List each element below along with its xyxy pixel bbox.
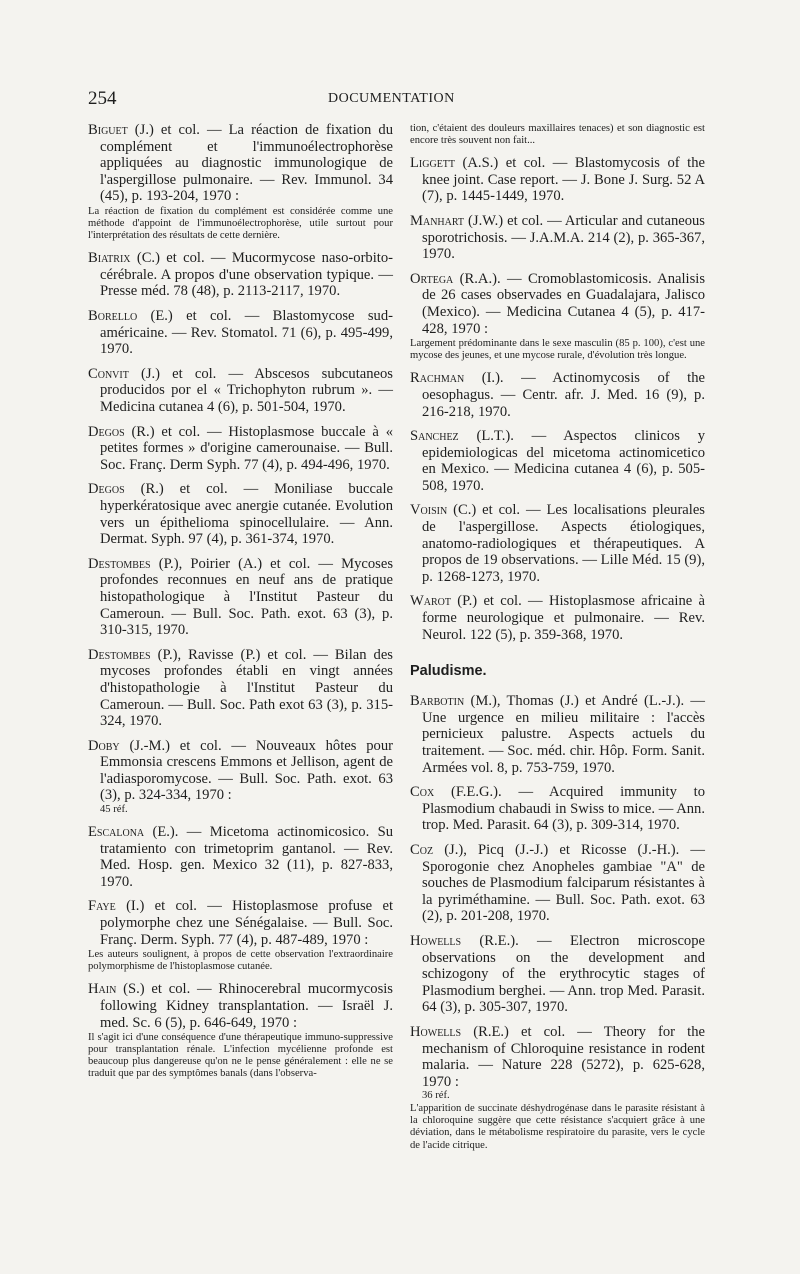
bibliography-entry — [88, 898, 393, 973]
section-heading: Paludisme. — [410, 663, 487, 680]
entry-author: Rachman — [410, 370, 465, 387]
page-number: 254 — [88, 88, 117, 109]
entry-note: Il s'agit ici d'une conséquence d'une thérapeutique immuno-suppressive pour transplantation rénale. L'infection mycélienne profonde est beaucoup plus dangereuse qu'on ne le pense généralement : elle ne se traduit que par des symptômes banals (dans l'observa- — [88, 1032, 393, 1080]
entry-reference: (A.S.) et col. — Blastomycosis of the knee joint. Case report. — J. Bone J. Surg. 52 A (7), p. 1445-1449, 1970. — [422, 155, 705, 205]
bibliography-entry — [410, 693, 705, 776]
entry-reference: (J.) et col. — Abscesos subcutaneos producidos por el « Trichophyton rubrum ». — Medicina cutanea 4 (6), p. 501-504, 1970. — [100, 365, 393, 415]
entry-author: Voisin — [410, 502, 448, 519]
bibliography-entry — [410, 370, 705, 420]
entry-reference: (J.W.) et col. — Articular and cutaneous sporotrichosis. — J.A.M.A. 214 (2), p. 365-367, 1970. — [422, 212, 705, 263]
bibliography-entry — [88, 424, 393, 474]
entry-reference: (M.), Thomas (J.) et André (L.-J.). — Une urgence en milieu militaire : l'accès pernicieux palustre. Aspects actuels du traitement. — Soc. méd. chir. Hôp. Form. Sanit. Armées vol. 8, p. 753-759, 1970. — [422, 693, 705, 776]
entry-reference: (E.) et col. — Blastomycose sud-américaine. — Rev. Stomatol. 71 (6), p. 495-499, 1970. — [100, 308, 393, 358]
entry-citation — [88, 424, 393, 474]
entry-author: Barbotin — [410, 693, 465, 710]
entry-reference: (F.E.G.). — Acquired immunity to Plasmodium chabaudi in Swiss to mice. — Ann. trop. Med. Parasit. 64 (3), p. 309-314, 1970. — [422, 784, 705, 834]
bibliography-entry — [410, 502, 705, 585]
page-header — [88, 88, 780, 112]
entry-author: Hain — [88, 981, 117, 998]
entry-reference: (R.A.). — Cromoblastomicosis. Analisis de 26 cases observades en Guadalajara, Jalisco (Mexico). — Medicina Cutanea 4 (5), p. 417-428, 1970 : — [422, 270, 705, 337]
entry-citation — [410, 593, 705, 643]
entry-citation — [88, 122, 393, 205]
bibliography-entry — [410, 784, 705, 834]
entry-citation — [88, 981, 393, 1031]
entry-citation — [410, 213, 705, 263]
entry-citation — [410, 271, 705, 337]
entry-author: Escalona — [88, 824, 145, 841]
entry-citation — [88, 481, 393, 547]
bibliography-entry — [410, 428, 705, 494]
bibliography-entry — [88, 122, 393, 242]
entry-reference: (L.T.). — Aspectos clinicos y epidemiologicas del micetoma actinomicetico en Mexico. — Medicina cutanea 4 (6), p. 505-508, 1970. — [422, 428, 705, 494]
entry-note: Largement prédominante dans le sexe masculin (85 p. 100), c'est une mycose des jeunes, et une mycose rurale, d'évolution très longue. — [410, 338, 705, 362]
entry-reference: (R.E.) et col. — Theory for the mechanism of Chloroquine resistance in rodent malaria. — Nature 228 (5272), p. 625-628, 1970 : — [422, 1023, 705, 1090]
bibliography-entry — [410, 271, 705, 363]
entry-author: Faye — [88, 898, 116, 915]
entry-author: Destombes — [88, 555, 151, 572]
entry-citation — [410, 370, 705, 420]
entry-reference: (S.) et col. — Rhinocerebral mucormycosis following Kidney transplantation. — Israël J. med. Sc. 6 (5), p. 646-649, 1970 : — [100, 981, 393, 1031]
bibliography-entry — [410, 155, 705, 205]
bibliography-entry — [410, 1024, 705, 1152]
entry-citation — [88, 308, 393, 358]
entry-reference: (J.), Picq (J.-J.) et Ricosse (J.-H.). — Sporogonie chez Anopheles gambiae "A" de souches de Plasmodium falciparum résistantes à la pyriméthamine. — Bull. Soc. Path. exot. 63 (2), p. 201-208, 1970. — [422, 841, 705, 925]
bibliography-entry — [88, 556, 393, 639]
entry-citation — [410, 693, 705, 776]
entry-reference: (J.) et col. — La réaction de fixation du complément et l'immunoélectrophorèse appliquées au diagnostic immunologique de l'aspergillose pulmonaire. — Rev. Immunol. 34 (45), p. 193-204, 1970 : — [100, 122, 393, 205]
entry-citation — [410, 842, 705, 925]
entry-citation — [88, 738, 393, 804]
entry-citation — [88, 824, 393, 890]
entry-citation — [410, 155, 705, 205]
entry-reference: (P.) et col. — Histoplasmose africaine à forme neurologique et pulmonaire. — Rev. Neurol. 122 (5), p. 359-368, 1970. — [422, 593, 705, 643]
entry-reference-count: 36 réf. — [422, 1090, 450, 1102]
entry-author: Doby — [88, 737, 120, 754]
entry-author: Borello — [88, 308, 138, 325]
entry-citation — [410, 784, 705, 834]
entry-citation — [88, 898, 393, 948]
entry-reference: (C.) et col. — Mucormycose naso-orbito-cérébrale. A propos d'une observation typique. — Presse méd. 78 (48), p. 2113-2117, 1970. — [100, 250, 393, 300]
entry-citation — [410, 1024, 705, 1090]
bibliography-entry — [88, 824, 393, 890]
bibliography-entry — [88, 308, 393, 358]
entry-reference: (R.E.). — Electron microscope observations on the development and schizogony of the erythrocytic stages of Plasmodium berghei. — Ann. trop Med. Parasit. 64 (3), p. 305-307, 1970. — [422, 932, 705, 1016]
entry-author: Cox — [410, 784, 435, 801]
bibliography-entry — [88, 250, 393, 300]
entry-author: Howells — [410, 932, 462, 949]
entry-author: Warot — [410, 593, 451, 610]
entry-author: Biatrix — [88, 250, 131, 267]
entry-author: Manhart — [410, 212, 465, 229]
entry-note: La réaction de fixation du complément est considérée comme une méthode d'appoint de l'immunoélectrophorèse, utile surtout pour l'interprétation des résultats de cette dernière. — [88, 205, 393, 242]
entry-author: Destombes — [88, 646, 151, 663]
entry-author: Coz — [410, 841, 434, 858]
bibliography-entry — [88, 647, 393, 730]
entry-reference: (J.-M.) et col. — Nouveaux hôtes pour Emmonsia crescens Emmons et Jellison, agent de l'adiasporomycose. — Bull. Soc. Path. exot. 63 (3), p. 324-334, 1970 : — [100, 737, 393, 804]
entry-reference: (E.). — Micetoma actinomicosico. Su tratamiento con trimetoprim gantanol. — Rev. Med. Hosp. gen. Mexico 32 (11), p. 827-833, 1970. — [100, 824, 393, 890]
left-column — [88, 122, 393, 1089]
bibliography-entry — [88, 366, 393, 416]
entry-reference: (P.), Ravisse (P.) et col. — Bilan des mycoses profondes établi en vingt années d'histopathologie à l'Institut Pasteur du Cameroun. — Bull. Soc. Path exot 63 (3), p. 315-324, 1970. — [100, 646, 393, 730]
entry-author: Convit — [88, 365, 129, 382]
entry-author: Howells — [410, 1023, 462, 1040]
entry-reference: (P.), Poirier (A.) et col. — Mycoses profondes reconnues en neuf ans de pratique histopathologique à l'Institut Pasteur du Cameroun. — Bull. Soc. Path. exot. 63 (3), p. 310-315, 1970. — [100, 555, 393, 639]
bibliography-entry — [410, 933, 705, 1016]
running-title: DOCUMENTATION — [328, 91, 455, 106]
entry-citation — [88, 250, 393, 300]
bibliography-entry — [410, 842, 705, 925]
entry-author: Degos — [88, 423, 125, 440]
entry-author: Biguet — [88, 122, 128, 138]
entry-reference: (R.) et col. — Histoplasmose buccale à « petites formes » d'origine camerounaise. — Bull. Soc. Franç. Derm Syph. 77 (4), p. 494-496, 1970. — [100, 423, 393, 473]
entry-reference: (C.) et col. — Les localisations pleurales de l'aspergillose. Aspects étiologiques, anatomo-radiologiques et thérapeutiques. A propos de 19 observations. — Lille Méd. 15 (9), p. 1268-1273, 1970. — [422, 502, 705, 585]
entry-citation — [410, 933, 705, 1016]
entry-citation — [88, 366, 393, 416]
entry-reference: (R.) et col. — Moniliase buccale hyperkératosique avec anergie cutanée. Evolution vers un épithelioma spinocellulaire. — Ann. Dermat. Syph. 97 (4), p. 361-374, 1970. — [100, 481, 393, 548]
bibliography-entry — [88, 981, 393, 1080]
entry-note: Les auteurs soulignent, à propos de cette observation l'extraordinaire polymorphisme de l'histoplasmose cutanée. — [88, 949, 393, 973]
entry-citation — [410, 428, 705, 494]
entry-citation — [410, 502, 705, 585]
entry-author: Sanchez — [410, 428, 459, 445]
entry-reference-count: 45 réf. — [100, 804, 128, 816]
entry-author: Liggett — [410, 155, 456, 172]
entry-reference: (I.). — Actinomycosis of the oesophagus. — Centr. afr. J. Med. 16 (9), p. 216-218, 1970. — [422, 370, 705, 420]
bibliography-entry — [410, 593, 705, 643]
entry-note-continuation: tion, c'étaient des douleurs maxillaires tenaces) et son diagnostic est encore très souvent non fait... — [410, 123, 705, 147]
bibliography-entry — [88, 738, 393, 816]
right-column — [410, 122, 705, 1160]
entry-citation — [88, 556, 393, 639]
bibliography-entry — [410, 213, 705, 263]
entry-citation — [88, 647, 393, 730]
entry-note: L'apparition de succinate déshydrogénase dans le parasite résistant à la chloroquine suggère que cette résistance s'acquiert grâce à une déviation, dans le métabolisme respiratoire du parasite, vers le cycle de l'acide citrique. — [410, 1103, 705, 1151]
entry-author: Degos — [88, 481, 125, 498]
bibliography-entry — [88, 481, 393, 547]
entry-reference: (I.) et col. — Histoplasmose profuse et polymorphe chez une Sénégalaise. — Bull. Soc. Franç. Derm. Syph. 77 (4), p. 487-489, 1970 : — [100, 898, 393, 948]
entry-author: Ortega — [410, 270, 454, 287]
